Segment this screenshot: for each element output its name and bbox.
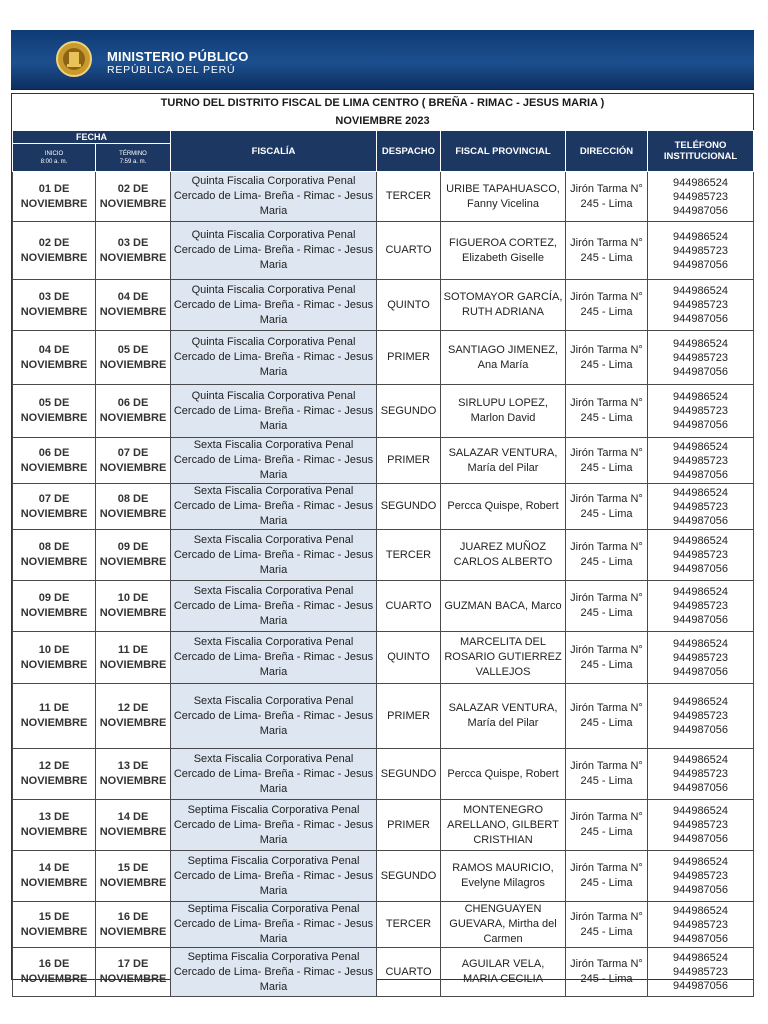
table-row (13, 222, 754, 280)
cell-inicio: 06 DE NOVIEMBRE (13, 438, 96, 484)
cell-fiscalia: Quinta Fiscalia Corporativa Penal Cercado de Lima- Breña - Rimac - Jesus Maria (171, 280, 377, 331)
table-row (13, 948, 754, 997)
cell-fiscal: SANTIAGO JIMENEZ, Ana María (441, 331, 566, 385)
cell-despacho: SEGUNDO (377, 851, 441, 902)
phone-number: 944986524 (672, 440, 729, 453)
cell-despacho: CUARTO (377, 581, 441, 632)
cell-direccion: Jirón Tarma N° 245 - Lima (566, 902, 648, 948)
brand-name: MINISTERIO PÚBLICO (107, 49, 249, 64)
phone-number: 944986524 (672, 856, 729, 868)
table-row (13, 749, 754, 800)
cell-inicio: 01 DE NOVIEMBRE (13, 172, 96, 222)
col-header-despacho: DESPACHO (377, 131, 441, 172)
cell-direccion: Jirón Tarma N° 245 - Lima (566, 385, 648, 438)
cell-termino: 05 DE NOVIEMBRE (96, 331, 171, 385)
cell-inicio: 08 DE NOVIEMBRE (13, 530, 96, 581)
col-header-termino (96, 144, 171, 172)
cell-termino: 14 DE NOVIEMBRE (96, 800, 171, 851)
cell-fiscal: Percca Quispe, Robert (441, 749, 566, 800)
phone-number: 944987056 (672, 980, 729, 992)
cell-direccion: Jirón Tarma N° 245 - Lima (566, 581, 648, 632)
cell-fiscalia: Sexta Fiscalia Corporativa Penal Cercado de Lima- Breña - Rimac - Jesus Maria (171, 684, 377, 749)
cell-despacho: PRIMER (377, 438, 441, 484)
cell-telefono (648, 222, 754, 280)
cell-inicio: 07 DE NOVIEMBRE (13, 484, 96, 530)
col-header-telefono: TELÉFONO INSTITUCIONAL (648, 131, 754, 172)
cell-despacho: CUARTO (377, 222, 441, 280)
cell-termino: 17 DE NOVIEMBRE (96, 948, 171, 997)
cell-telefono (648, 280, 754, 331)
phone-number: 944986524 (672, 285, 729, 297)
col-header-fiscal: FISCAL PROVINCIAL (441, 131, 566, 172)
table-row (13, 484, 754, 530)
cell-despacho: PRIMER (377, 800, 441, 851)
shift-table-container (11, 93, 754, 993)
cell-fiscalia: Septima Fiscalia Corporativa Penal Cercado de Lima- Breña - Rimac - Jesus Maria (171, 902, 377, 948)
cell-termino: 13 DE NOVIEMBRE (96, 749, 171, 800)
phone-number: 944985723 (672, 651, 729, 664)
cell-despacho: PRIMER (377, 331, 441, 385)
phone-number: 944987056 (672, 932, 729, 945)
phone-number: 944986524 (672, 904, 729, 917)
cell-inicio: 04 DE NOVIEMBRE (13, 331, 96, 385)
cell-termino: 16 DE NOVIEMBRE (96, 902, 171, 948)
col-header-fiscalia: FISCALÍA (171, 131, 377, 172)
cell-fiscalia: Sexta Fiscalia Corporativa Penal Cercado de Lima- Breña - Rimac - Jesus Maria (171, 530, 377, 581)
cell-termino: 04 DE NOVIEMBRE (96, 280, 171, 331)
table-title: TURNO DEL DISTRITO FISCAL DE LIMA CENTRO ( BREÑA - RIMAC - JESUS MARIA ) (160, 97, 605, 109)
cell-telefono (648, 851, 754, 902)
phone-number: 944987056 (672, 665, 729, 678)
phone-number: 944987056 (672, 563, 729, 575)
cell-direccion: Jirón Tarma N° 245 - Lima (566, 280, 648, 331)
cell-inicio: 09 DE NOVIEMBRE (13, 581, 96, 632)
cell-despacho: SEGUNDO (377, 385, 441, 438)
brand (107, 50, 249, 76)
cell-fiscal: Percca Quispe, Robert (441, 484, 566, 530)
cell-termino: 03 DE NOVIEMBRE (96, 222, 171, 280)
table-row (13, 280, 754, 331)
cell-fiscal: SALAZAR VENTURA, María del Pilar (441, 684, 566, 749)
cell-telefono (648, 948, 754, 997)
phone-number: 944986524 (672, 176, 729, 189)
phone-number: 944987056 (672, 258, 729, 271)
table-row (13, 902, 754, 948)
phone-number: 944985723 (672, 918, 729, 931)
cell-telefono (648, 684, 754, 749)
cell-fiscalia: Sexta Fiscalia Corporativa Penal Cercado de Lima- Breña - Rimac - Jesus Maria (171, 438, 377, 484)
phone-number: 944987056 (672, 884, 729, 896)
table-row (13, 530, 754, 581)
cell-despacho: CUARTO (377, 948, 441, 997)
phone-number: 944985723 (672, 549, 729, 561)
phone-number: 944986524 (672, 230, 729, 243)
cell-direccion: Jirón Tarma N° 245 - Lima (566, 851, 648, 902)
phone-number: 944986524 (672, 696, 729, 708)
termino-time: 7:59 a. m. (119, 158, 147, 165)
phone-number: 944986524 (672, 952, 729, 964)
cell-despacho: QUINTO (377, 280, 441, 331)
termino-label: TÉRMINO (119, 150, 147, 157)
cell-fiscalia: Sexta Fiscalia Corporativa Penal Cercado de Lima- Breña - Rimac - Jesus Maria (171, 581, 377, 632)
phone-number: 944985723 (672, 768, 729, 780)
cell-direccion: Jirón Tarma N° 245 - Lima (566, 438, 648, 484)
table-row (13, 581, 754, 632)
cell-telefono (648, 749, 754, 800)
cell-fiscalia: Sexta Fiscalia Corporativa Penal Cercado de Lima- Breña - Rimac - Jesus Maria (171, 484, 377, 530)
phone-number: 944987056 (672, 724, 729, 736)
cell-fiscal: SOTOMAYOR GARCÍA, RUTH ADRIANA (441, 280, 566, 331)
cell-telefono (648, 530, 754, 581)
phone-number: 944985723 (672, 600, 729, 612)
phone-number: 944987056 (672, 514, 729, 527)
cell-telefono (648, 581, 754, 632)
cell-direccion: Jirón Tarma N° 245 - Lima (566, 222, 648, 280)
phone-number: 944987056 (672, 833, 729, 845)
cell-telefono (648, 438, 754, 484)
cell-fiscal: SIRLUPU LOPEZ, Marlon David (441, 385, 566, 438)
phone-number: 944985723 (672, 299, 729, 311)
cell-termino: 12 DE NOVIEMBRE (96, 684, 171, 749)
cell-direccion: Jirón Tarma N° 245 - Lima (566, 948, 648, 997)
cell-telefono (648, 331, 754, 385)
phone-number: 944986524 (672, 486, 729, 499)
col-header-fecha: FECHA (13, 131, 171, 144)
phone-number: 944985723 (672, 966, 729, 978)
cell-fiscalia: Septima Fiscalia Corporativa Penal Cercado de Lima- Breña - Rimac - Jesus Maria (171, 851, 377, 902)
phone-number: 944987056 (672, 365, 729, 378)
cell-fiscal: MARCELITA DEL ROSARIO GUTIERREZ VALLEJOS (441, 632, 566, 684)
cell-inicio: 15 DE NOVIEMBRE (13, 902, 96, 948)
cell-inicio: 16 DE NOVIEMBRE (13, 948, 96, 997)
table-row (13, 438, 754, 484)
cell-termino: 15 DE NOVIEMBRE (96, 851, 171, 902)
cell-fiscalia: Quinta Fiscalia Corporativa Penal Cercado de Lima- Breña - Rimac - Jesus Maria (171, 222, 377, 280)
phone-number: 944985723 (672, 405, 729, 417)
phone-number: 944987056 (672, 468, 729, 481)
phone-number: 944985723 (672, 190, 729, 203)
cell-fiscal: URIBE TAPAHUASCO, Fanny Vicelina (441, 172, 566, 222)
table-row (13, 331, 754, 385)
cell-despacho: TERCER (377, 902, 441, 948)
cell-fiscalia: Quinta Fiscalia Corporativa Penal Cercado de Lima- Breña - Rimac - Jesus Maria (171, 172, 377, 222)
cell-fiscal: GUZMAN BACA, Marco (441, 581, 566, 632)
phone-number: 944985723 (672, 819, 729, 831)
phone-number: 944987056 (672, 782, 729, 794)
phone-number: 944985723 (672, 500, 729, 513)
col-header-direccion: DIRECCIÓN (566, 131, 648, 172)
phone-number: 944986524 (672, 391, 729, 403)
table-row (13, 172, 754, 222)
ministerio-publico-logo-icon (55, 40, 93, 78)
cell-telefono (648, 172, 754, 222)
cell-despacho: PRIMER (377, 684, 441, 749)
phone-number: 944987056 (672, 614, 729, 626)
cell-despacho: TERCER (377, 530, 441, 581)
cell-despacho: QUINTO (377, 632, 441, 684)
cell-telefono (648, 385, 754, 438)
inicio-time: 8:00 a. m. (40, 158, 68, 165)
cell-telefono (648, 484, 754, 530)
cell-inicio: 05 DE NOVIEMBRE (13, 385, 96, 438)
cell-direccion: Jirón Tarma N° 245 - Lima (566, 749, 648, 800)
cell-fiscal: FIGUEROA CORTEZ, Elizabeth Giselle (441, 222, 566, 280)
inicio-label: INICIO (44, 150, 64, 157)
brand-country: REPÚBLICA DEL PERÚ (107, 64, 236, 76)
cell-inicio: 02 DE NOVIEMBRE (13, 222, 96, 280)
table-row (13, 385, 754, 438)
cell-telefono (648, 632, 754, 684)
cell-telefono (648, 800, 754, 851)
phone-number: 944985723 (672, 710, 729, 722)
phone-number: 944986524 (672, 754, 729, 766)
phone-number: 944986524 (672, 535, 729, 547)
cell-fiscalia: Sexta Fiscalia Corporativa Penal Cercado de Lima- Breña - Rimac - Jesus Maria (171, 632, 377, 684)
cell-termino: 10 DE NOVIEMBRE (96, 581, 171, 632)
cell-fiscalia: Quinta Fiscalia Corporativa Penal Cercado de Lima- Breña - Rimac - Jesus Maria (171, 385, 377, 438)
cell-fiscal: RAMOS MAURICIO, Evelyne Milagros (441, 851, 566, 902)
phone-number: 944987056 (672, 313, 729, 325)
cell-inicio: 11 DE NOVIEMBRE (13, 684, 96, 749)
table-row (13, 800, 754, 851)
cell-fiscal: MONTENEGRO ARELLANO, GILBERT CRISTHIAN (441, 800, 566, 851)
cell-inicio: 12 DE NOVIEMBRE (13, 749, 96, 800)
cell-telefono (648, 902, 754, 948)
table-row (13, 851, 754, 902)
cell-termino: 09 DE NOVIEMBRE (96, 530, 171, 581)
shift-table (12, 130, 754, 997)
cell-direccion: Jirón Tarma N° 245 - Lima (566, 484, 648, 530)
cell-fiscalia: Septima Fiscalia Corporativa Penal Cercado de Lima- Breña - Rimac - Jesus Maria (171, 800, 377, 851)
phone-number: 944986524 (672, 637, 729, 650)
cell-direccion: Jirón Tarma N° 245 - Lima (566, 331, 648, 385)
phone-number: 944985723 (672, 244, 729, 257)
header-banner (11, 30, 754, 90)
cell-fiscal: SALAZAR VENTURA, María del Pilar (441, 438, 566, 484)
phone-number: 944985723 (672, 351, 729, 364)
cell-inicio: 13 DE NOVIEMBRE (13, 800, 96, 851)
cell-direccion: Jirón Tarma N° 245 - Lima (566, 800, 648, 851)
cell-inicio: 10 DE NOVIEMBRE (13, 632, 96, 684)
cell-inicio: 03 DE NOVIEMBRE (13, 280, 96, 331)
cell-fiscalia: Sexta Fiscalia Corporativa Penal Cercado de Lima- Breña - Rimac - Jesus Maria (171, 749, 377, 800)
phone-number: 944987056 (672, 419, 729, 431)
phone-number: 944986524 (672, 337, 729, 350)
cell-termino: 07 DE NOVIEMBRE (96, 438, 171, 484)
cell-termino: 11 DE NOVIEMBRE (96, 632, 171, 684)
phone-number: 944987056 (672, 204, 729, 217)
phone-number: 944985723 (672, 870, 729, 882)
cell-direccion: Jirón Tarma N° 245 - Lima (566, 530, 648, 581)
cell-termino: 02 DE NOVIEMBRE (96, 172, 171, 222)
table-row (13, 684, 754, 749)
cell-fiscalia: Quinta Fiscalia Corporativa Penal Cercado de Lima- Breña - Rimac - Jesus Maria (171, 331, 377, 385)
cell-despacho: SEGUNDO (377, 484, 441, 530)
cell-direccion: Jirón Tarma N° 245 - Lima (566, 172, 648, 222)
phone-number: 944986524 (672, 805, 729, 817)
cell-fiscalia: Septima Fiscalia Corporativa Penal Cercado de Lima- Breña - Rimac - Jesus Maria (171, 948, 377, 997)
col-header-inicio (13, 144, 96, 172)
cell-fiscal: JUAREZ MUÑOZ CARLOS ALBERTO (441, 530, 566, 581)
cell-fiscal: CHENGUAYEN GUEVARA, Mirtha del Carmen (441, 902, 566, 948)
cell-inicio: 14 DE NOVIEMBRE (13, 851, 96, 902)
cell-direccion: Jirón Tarma N° 245 - Lima (566, 684, 648, 749)
cell-termino: 08 DE NOVIEMBRE (96, 484, 171, 530)
cell-direccion: Jirón Tarma N° 245 - Lima (566, 632, 648, 684)
cell-despacho: SEGUNDO (377, 749, 441, 800)
table-subtitle: NOVIEMBRE 2023 (335, 115, 430, 127)
table-row (13, 632, 754, 684)
cell-fiscal: AGUILAR VELA, MARIA CECILIA (441, 948, 566, 997)
cell-termino: 06 DE NOVIEMBRE (96, 385, 171, 438)
phone-number: 944986524 (672, 586, 729, 598)
cell-despacho: TERCER (377, 172, 441, 222)
phone-number: 944985723 (672, 454, 729, 467)
